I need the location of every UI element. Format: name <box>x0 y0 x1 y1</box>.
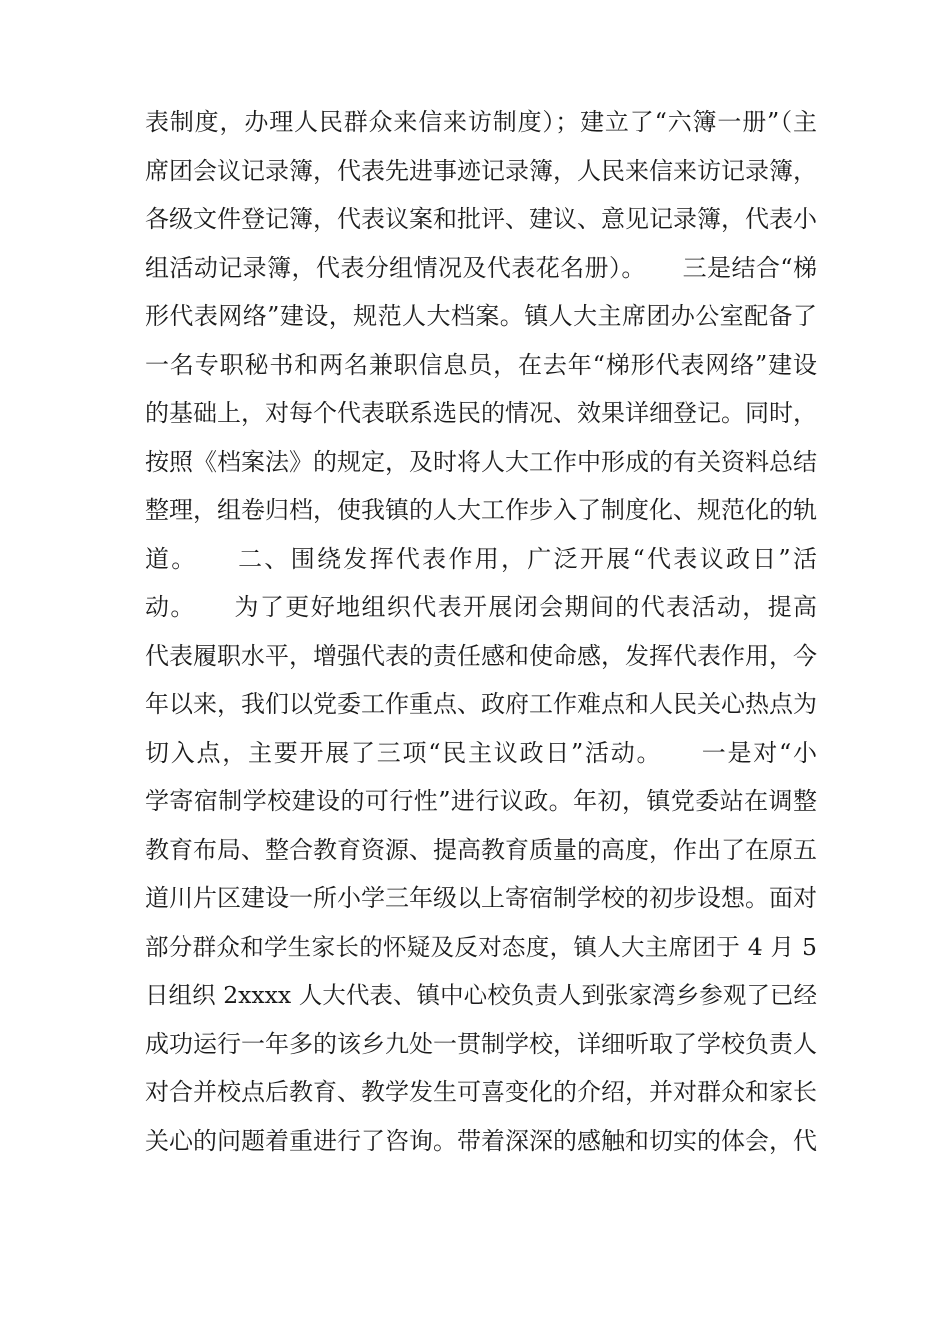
text-line: 教育布局、整合教育资源、提高教育质量的高度，作出了在原五 <box>145 835 817 864</box>
text-line: 代表履职水平，增强代表的责任感和使命感，发挥代表作用，今 <box>145 641 817 670</box>
text-line: 道川片区建设一所小学三年级以上寄宿制学校的初步设想。面对 <box>145 884 817 912</box>
text-line: 对合并校点后教育、教学发生可喜变化的介绍，并对群众和家长 <box>145 1078 817 1106</box>
text-line: 动。 为了更好地组织代表开展闭会期间的代表活动，提高 <box>145 593 817 621</box>
body-text <box>145 98 817 1165</box>
text-line: 成功运行一年多的该乡九处一贯制学校，详细听取了学校负责人 <box>145 1029 817 1058</box>
text-line: 一名专职秘书和两名兼职信息员，在去年“梯形代表网络”建设 <box>145 350 817 379</box>
text-line: 切入点，主要开展了三项“民主议政日”活动。 一是对“小 <box>145 738 817 767</box>
text-line: 按照《档案法》的规定，及时将人大工作中形成的有关资料总结 <box>145 447 817 476</box>
text-line: 各级文件登记簿，代表议案和批评、建议、意见记录簿，代表小 <box>145 205 817 233</box>
text-line: 道。 二、围绕发挥代表作用，广泛开展“代表议政日”活 <box>145 544 817 573</box>
text-line: 年以来，我们以党委工作重点、政府工作难点和人民关心热点为 <box>145 690 817 718</box>
text-line: 学寄宿制学校建设的可行性”进行议政。年初，镇党委站在调整 <box>145 787 817 815</box>
text-line: 形代表网络”建设，规范人大档案。镇人大主席团办公室配备了 <box>145 302 817 330</box>
text-line: 部分群众和学生家长的怀疑及反对态度，镇人大主席团于 4 月 5 <box>145 932 817 961</box>
text-line: 整理，组卷归档，使我镇的人大工作步入了制度化、规范化的轨 <box>145 496 817 524</box>
text-line: 组活动记录簿，代表分组情况及代表花名册）。 三是结合“梯 <box>145 253 817 282</box>
text-line: 日组织 2xxxx 人大代表、镇中心校负责人到张家湾乡参观了已经 <box>145 981 817 1009</box>
text-line: 表制度，办理人民群众来信来访制度）；建立了“六簿一册”（主 <box>145 108 817 136</box>
text-line: 关心的问题着重进行了咨询。带着深深的感触和切实的体会，代 <box>145 1126 817 1155</box>
text-line: 的基础上，对每个代表联系选民的情况、效果详细登记。同时， <box>145 399 817 427</box>
text-line: 席团会议记录簿，代表先进事迹记录簿，人民来信来访记录簿， <box>145 156 817 185</box>
